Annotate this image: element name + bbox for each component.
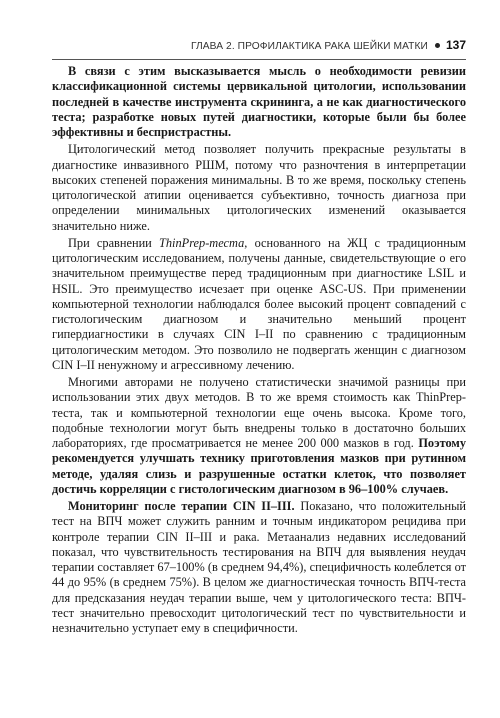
paragraph-3 xyxy=(52,236,466,373)
running-header xyxy=(52,38,466,60)
text-segment: Многими авторами не получено статистически значимой разницы при использовании этих двух методов. В то же время стоимость как ThinPrep-теста, так и компьютерной технологии еще очень высока. Кроме того, подобные технологии могут быть внедрены только в достаточно больших лабораториях, где просматривается не менее 200 000 мазков в год. xyxy=(52,375,466,450)
text-segment: В связи с этим высказывается мысль о необходимости ревизии классификационной системы цервикальной цитологии, использовании последней в качестве инструмента скрининга, а не как диагностического теста; разработке новых путей диагностики, которые были бы более эффективны и беспристрастны. xyxy=(52,64,466,139)
page-number: 137 xyxy=(445,38,466,52)
body-text xyxy=(52,64,466,638)
bullet-icon xyxy=(435,43,440,48)
paragraph-1 xyxy=(52,64,466,140)
chapter-title: ГЛАВА 2. ПРОФИЛАКТИКА РАКА ШЕЙКИ МАТКИ xyxy=(190,41,428,52)
paragraph-2 xyxy=(52,142,466,234)
text-segment: Показано, что положительный тест на ВПЧ может служить ранним и точным индикатором рецидива при контроле терапии CIN II–III и рака. Метаанализ недавних исследований показал, что чувствительность тестирования на ВПЧ для выявления неудач терапии составляет 67–100% (в среднем 94,4%), специфичность колеблется от 44 до 95% (в среднем 75%). В целом же диагностическая точность ВПЧ-теста для предсказания неудач терапии выше, чем у цитологического теста: ВПЧ-тест значительно превосходит цитологический тест по чувствительности и незначительно уступает ему в специфичности. xyxy=(52,499,466,635)
paragraph-5 xyxy=(52,499,466,636)
text-segment: Цитологический метод позволяет получить прекрасные результаты в диагностике инвазивного РШМ, потому что разночтения в интерпретации высоких степеней поражения минимальны. В то же время, поскольку степень цитологической атипии оценивается субъективно, точность диагноза при определении минимальных цитологических изменений оказывается значительно ниже. xyxy=(52,142,466,233)
section-heading: Мониторинг после терапии CIN II–III. xyxy=(68,499,295,513)
paragraph-4 xyxy=(52,375,466,497)
text-segment: При сравнении xyxy=(68,235,160,250)
text-segment: Поэтому рекомендуется улучшать технику приготовления мазков при рутинном методе, удаляя слизь и разрушенные остатки клеток, что позволяет достичь корреляции с гистологическим диагнозом в 96–100% случаев. xyxy=(52,436,466,496)
text-segment: , основанного на ЖЦ с традиционным цитологическим исследованием, получены данные, свидетельствующие о его значительном преимуществе перед традиционным при диагностике LSIL и HSIL. Это преимущество исчезает при оценке ASC-US. При применении компьютерной технологии наблюдался более высокий процент совпадений с гистологическим диагнозом и значительно меньший процент гипердиагностики в случаях CIN I–II по сравнению с традиционным цитологическим методом. Это позволило не подвергать женщин с диагнозом CIN I–II ненужному и агрессивному лечению. xyxy=(52,235,466,372)
text-segment: ThinPrep-теста xyxy=(159,235,245,250)
